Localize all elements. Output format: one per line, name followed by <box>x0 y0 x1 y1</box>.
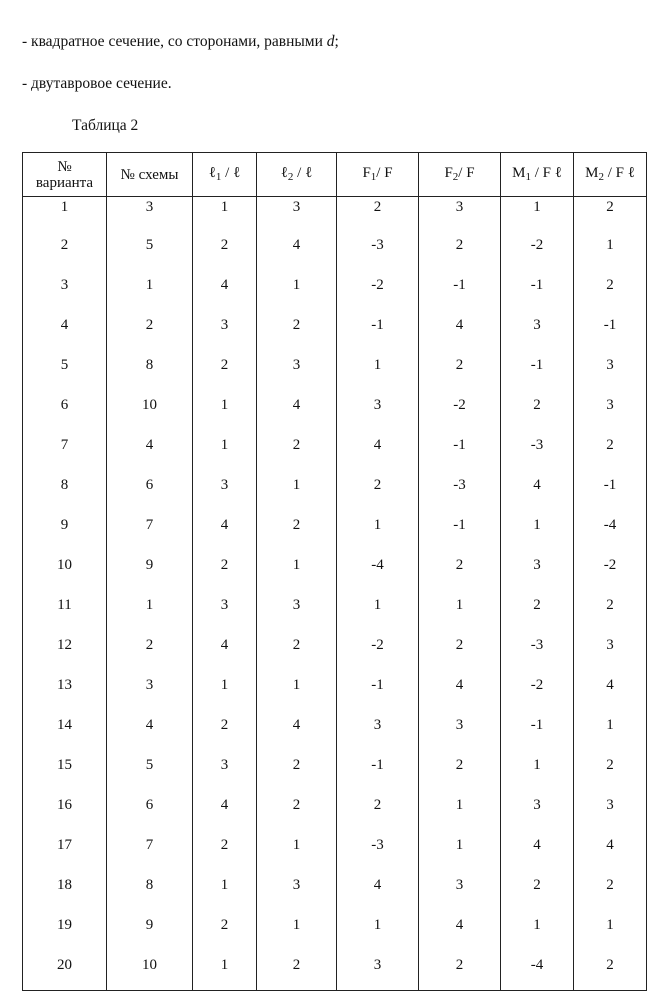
header-m2-ratio <box>574 153 647 197</box>
square-section-suffix: ; <box>334 33 339 50</box>
header-l1-ratio-subscript: 1 <box>215 170 222 183</box>
cell-m2-ratio: 2 <box>574 755 647 795</box>
cell-variant: 12 <box>23 635 107 675</box>
cell-m2-ratio: 3 <box>574 395 647 435</box>
cell-variant: 6 <box>23 395 107 435</box>
header-l1-ratio <box>193 153 257 197</box>
cell-m1-ratio: 3 <box>501 795 574 835</box>
side-variable: d <box>326 33 335 50</box>
cell-m1-ratio: -2 <box>501 235 574 275</box>
cell-m2-ratio: 3 <box>574 635 647 675</box>
cell-m1-ratio: 1 <box>501 197 574 236</box>
cell-scheme: 4 <box>107 435 193 475</box>
header-m1-ratio-subscript: 1 <box>525 170 531 183</box>
cell-m1-ratio: 3 <box>501 315 574 355</box>
table-body <box>23 197 647 991</box>
cell-variant: 1 <box>23 197 107 236</box>
cell-l2-ratio: 3 <box>257 197 337 236</box>
cell-l2-ratio: 2 <box>257 955 337 991</box>
header-m1-ratio-main: M <box>512 164 526 181</box>
cell-f1-ratio: -3 <box>337 835 419 875</box>
cell-variant: 15 <box>23 755 107 795</box>
table-row <box>23 197 647 236</box>
cell-l2-ratio: 1 <box>257 835 337 875</box>
cell-f1-ratio: -3 <box>337 235 419 275</box>
header-m2-ratio-tail: / F ℓ <box>603 164 635 181</box>
cell-f1-ratio: 4 <box>337 435 419 475</box>
cell-l1-ratio: 4 <box>193 635 257 675</box>
cell-m2-ratio: 1 <box>574 715 647 755</box>
header-l1-ratio-main: ℓ <box>208 164 216 181</box>
cell-m2-ratio: 2 <box>574 595 647 635</box>
cell-l2-ratio: 4 <box>257 395 337 435</box>
header-f1-ratio-subscript: 1 <box>370 170 377 183</box>
cell-m1-ratio: 1 <box>501 515 574 555</box>
table-row <box>23 475 647 515</box>
table-row <box>23 675 647 715</box>
cell-l2-ratio: 2 <box>257 635 337 675</box>
cell-scheme: 2 <box>107 635 193 675</box>
cell-l2-ratio: 4 <box>257 715 337 755</box>
cell-scheme: 10 <box>107 955 193 991</box>
cell-f2-ratio: 3 <box>419 715 501 755</box>
table-row <box>23 275 647 315</box>
cell-variant: 2 <box>23 235 107 275</box>
cell-l2-ratio: 1 <box>257 915 337 955</box>
table-row <box>23 555 647 595</box>
cell-l1-ratio: 3 <box>193 595 257 635</box>
cell-m1-ratio: -1 <box>501 355 574 395</box>
cell-f2-ratio: -2 <box>419 395 501 435</box>
cell-m1-ratio: 2 <box>501 395 574 435</box>
cell-m1-ratio: 1 <box>501 915 574 955</box>
cell-f1-ratio: -2 <box>337 635 419 675</box>
table-row <box>23 835 647 875</box>
cell-variant: 3 <box>23 275 107 315</box>
cell-variant: 9 <box>23 515 107 555</box>
header-l2-ratio-main: ℓ <box>280 164 288 181</box>
cell-m2-ratio: -2 <box>574 555 647 595</box>
cell-l1-ratio: 1 <box>193 955 257 991</box>
header-variant <box>23 153 107 197</box>
cell-l2-ratio: 1 <box>257 275 337 315</box>
cell-f2-ratio: 2 <box>419 955 501 991</box>
section-type-square <box>22 33 339 51</box>
cell-variant: 7 <box>23 435 107 475</box>
cell-scheme: 5 <box>107 235 193 275</box>
cell-l1-ratio: 2 <box>193 715 257 755</box>
cell-m2-ratio: 2 <box>574 875 647 915</box>
table-row <box>23 915 647 955</box>
header-variant-main: № варианта <box>35 158 94 191</box>
cell-f1-ratio: 3 <box>337 715 419 755</box>
variants-table <box>22 152 647 991</box>
cell-m2-ratio: -4 <box>574 515 647 555</box>
cell-m1-ratio: 2 <box>501 595 574 635</box>
cell-scheme: 3 <box>107 675 193 715</box>
cell-scheme: 9 <box>107 915 193 955</box>
cell-l2-ratio: 2 <box>257 435 337 475</box>
cell-f2-ratio: 3 <box>419 197 501 236</box>
cell-f2-ratio: 1 <box>419 835 501 875</box>
cell-variant: 20 <box>23 955 107 991</box>
cell-f2-ratio: 2 <box>419 635 501 675</box>
cell-l2-ratio: 4 <box>257 235 337 275</box>
cell-f2-ratio: -1 <box>419 515 501 555</box>
cell-l1-ratio: 1 <box>193 875 257 915</box>
header-m1-ratio-tail: / F ℓ <box>530 164 562 181</box>
cell-f1-ratio: 1 <box>337 515 419 555</box>
cell-l1-ratio: 3 <box>193 315 257 355</box>
cell-m2-ratio: 3 <box>574 355 647 395</box>
table-row <box>23 235 647 275</box>
cell-m1-ratio: -1 <box>501 715 574 755</box>
cell-variant: 19 <box>23 915 107 955</box>
cell-l2-ratio: 1 <box>257 475 337 515</box>
cell-f1-ratio: 1 <box>337 915 419 955</box>
cell-m2-ratio: -1 <box>574 315 647 355</box>
cell-scheme: 6 <box>107 795 193 835</box>
cell-l1-ratio: 2 <box>193 555 257 595</box>
table-row <box>23 715 647 755</box>
header-f1-ratio <box>337 153 419 197</box>
cell-variant: 11 <box>23 595 107 635</box>
cell-f2-ratio: 1 <box>419 795 501 835</box>
cell-f2-ratio: 2 <box>419 355 501 395</box>
header-l1-ratio-tail: / ℓ <box>221 164 241 181</box>
cell-l2-ratio: 2 <box>257 755 337 795</box>
cell-variant: 13 <box>23 675 107 715</box>
cell-l2-ratio: 1 <box>257 675 337 715</box>
cell-m2-ratio: 1 <box>574 915 647 955</box>
cell-f2-ratio: 4 <box>419 315 501 355</box>
cell-m1-ratio: -3 <box>501 635 574 675</box>
cell-l1-ratio: 1 <box>193 395 257 435</box>
cell-f1-ratio: 2 <box>337 475 419 515</box>
cell-f1-ratio: 1 <box>337 595 419 635</box>
header-scheme-main: № схемы <box>120 166 179 183</box>
table-row <box>23 955 647 991</box>
cell-m1-ratio: 4 <box>501 835 574 875</box>
cell-f1-ratio: 4 <box>337 875 419 915</box>
cell-l1-ratio: 1 <box>193 675 257 715</box>
cell-f1-ratio: -1 <box>337 675 419 715</box>
table-row <box>23 875 647 915</box>
table-row <box>23 795 647 835</box>
cell-scheme: 8 <box>107 355 193 395</box>
cell-scheme: 1 <box>107 595 193 635</box>
header-scheme <box>107 153 193 197</box>
cell-m1-ratio: -3 <box>501 435 574 475</box>
header-m2-ratio-subscript: 2 <box>598 170 604 183</box>
cell-l2-ratio: 2 <box>257 315 337 355</box>
cell-scheme: 6 <box>107 475 193 515</box>
table-caption: Таблица 2 <box>72 117 139 134</box>
cell-m1-ratio: -1 <box>501 275 574 315</box>
cell-m2-ratio: -1 <box>574 475 647 515</box>
cell-f2-ratio: 2 <box>419 755 501 795</box>
cell-m1-ratio: 2 <box>501 875 574 915</box>
cell-f2-ratio: 2 <box>419 555 501 595</box>
cell-l1-ratio: 1 <box>193 197 257 236</box>
cell-scheme: 5 <box>107 755 193 795</box>
table-row <box>23 435 647 475</box>
header-l2-ratio-tail: / ℓ <box>293 164 313 181</box>
cell-l1-ratio: 3 <box>193 475 257 515</box>
cell-l1-ratio: 4 <box>193 275 257 315</box>
cell-variant: 8 <box>23 475 107 515</box>
cell-m1-ratio: -4 <box>501 955 574 991</box>
cell-f2-ratio: 3 <box>419 875 501 915</box>
header-f1-ratio-main: F <box>362 164 371 181</box>
cell-m1-ratio: 1 <box>501 755 574 795</box>
cell-l2-ratio: 2 <box>257 515 337 555</box>
cell-scheme: 1 <box>107 275 193 315</box>
cell-f1-ratio: -4 <box>337 555 419 595</box>
table-row <box>23 515 647 555</box>
table-row <box>23 355 647 395</box>
cell-scheme: 9 <box>107 555 193 595</box>
cell-l2-ratio: 3 <box>257 355 337 395</box>
cell-variant: 5 <box>23 355 107 395</box>
cell-m2-ratio: 2 <box>574 955 647 991</box>
cell-f1-ratio: 3 <box>337 395 419 435</box>
cell-scheme: 4 <box>107 715 193 755</box>
cell-f1-ratio: 1 <box>337 355 419 395</box>
cell-variant: 10 <box>23 555 107 595</box>
cell-f2-ratio: -3 <box>419 475 501 515</box>
cell-m2-ratio: 4 <box>574 835 647 875</box>
header-l2-ratio <box>257 153 337 197</box>
cell-l1-ratio: 2 <box>193 835 257 875</box>
table-row <box>23 635 647 675</box>
table-header-row <box>23 153 647 197</box>
cell-l1-ratio: 2 <box>193 355 257 395</box>
cell-f1-ratio: 2 <box>337 795 419 835</box>
cell-scheme: 2 <box>107 315 193 355</box>
cell-m2-ratio: 2 <box>574 435 647 475</box>
cell-m2-ratio: 1 <box>574 235 647 275</box>
cell-l2-ratio: 3 <box>257 595 337 635</box>
cell-m2-ratio: 3 <box>574 795 647 835</box>
cell-m2-ratio: 4 <box>574 675 647 715</box>
cell-l1-ratio: 1 <box>193 435 257 475</box>
cell-l1-ratio: 4 <box>193 515 257 555</box>
header-m2-ratio-main: M <box>585 164 599 181</box>
cell-l1-ratio: 3 <box>193 755 257 795</box>
cell-f2-ratio: -1 <box>419 435 501 475</box>
cell-f1-ratio: -1 <box>337 755 419 795</box>
cell-f2-ratio: 4 <box>419 915 501 955</box>
cell-scheme: 10 <box>107 395 193 435</box>
cell-l2-ratio: 2 <box>257 795 337 835</box>
header-f2-ratio-tail: / F <box>458 164 475 181</box>
header-f2-ratio <box>419 153 501 197</box>
cell-l2-ratio: 1 <box>257 555 337 595</box>
cell-f2-ratio: 2 <box>419 235 501 275</box>
cell-variant: 16 <box>23 795 107 835</box>
header-m1-ratio <box>501 153 574 197</box>
cell-scheme: 3 <box>107 197 193 236</box>
cell-f2-ratio: 4 <box>419 675 501 715</box>
cell-l1-ratio: 4 <box>193 795 257 835</box>
cell-m2-ratio: 2 <box>574 275 647 315</box>
cell-m1-ratio: 4 <box>501 475 574 515</box>
cell-f1-ratio: 2 <box>337 197 419 236</box>
cell-scheme: 8 <box>107 875 193 915</box>
cell-l1-ratio: 2 <box>193 915 257 955</box>
cell-variant: 18 <box>23 875 107 915</box>
cell-f2-ratio: 1 <box>419 595 501 635</box>
header-f2-ratio-main: F <box>444 164 453 181</box>
cell-m1-ratio: -2 <box>501 675 574 715</box>
cell-f2-ratio: -1 <box>419 275 501 315</box>
cell-variant: 17 <box>23 835 107 875</box>
square-section-text: - квадратное сечение, со сторонами, равными <box>22 33 327 50</box>
table-row <box>23 595 647 635</box>
cell-scheme: 7 <box>107 835 193 875</box>
table-row <box>23 395 647 435</box>
cell-m1-ratio: 3 <box>501 555 574 595</box>
cell-m2-ratio: 2 <box>574 197 647 236</box>
cell-scheme: 7 <box>107 515 193 555</box>
cell-variant: 14 <box>23 715 107 755</box>
cell-f1-ratio: -1 <box>337 315 419 355</box>
table-row <box>23 315 647 355</box>
cell-f1-ratio: -2 <box>337 275 419 315</box>
table-row <box>23 755 647 795</box>
cell-variant: 4 <box>23 315 107 355</box>
header-f1-ratio-tail: / F <box>376 164 393 181</box>
cell-f1-ratio: 3 <box>337 955 419 991</box>
header-f2-ratio-subscript: 2 <box>452 170 459 183</box>
header-l2-ratio-subscript: 2 <box>287 170 294 183</box>
cell-l2-ratio: 3 <box>257 875 337 915</box>
section-type-ibeam: - двутавровое сечение. <box>22 75 172 92</box>
cell-l1-ratio: 2 <box>193 235 257 275</box>
